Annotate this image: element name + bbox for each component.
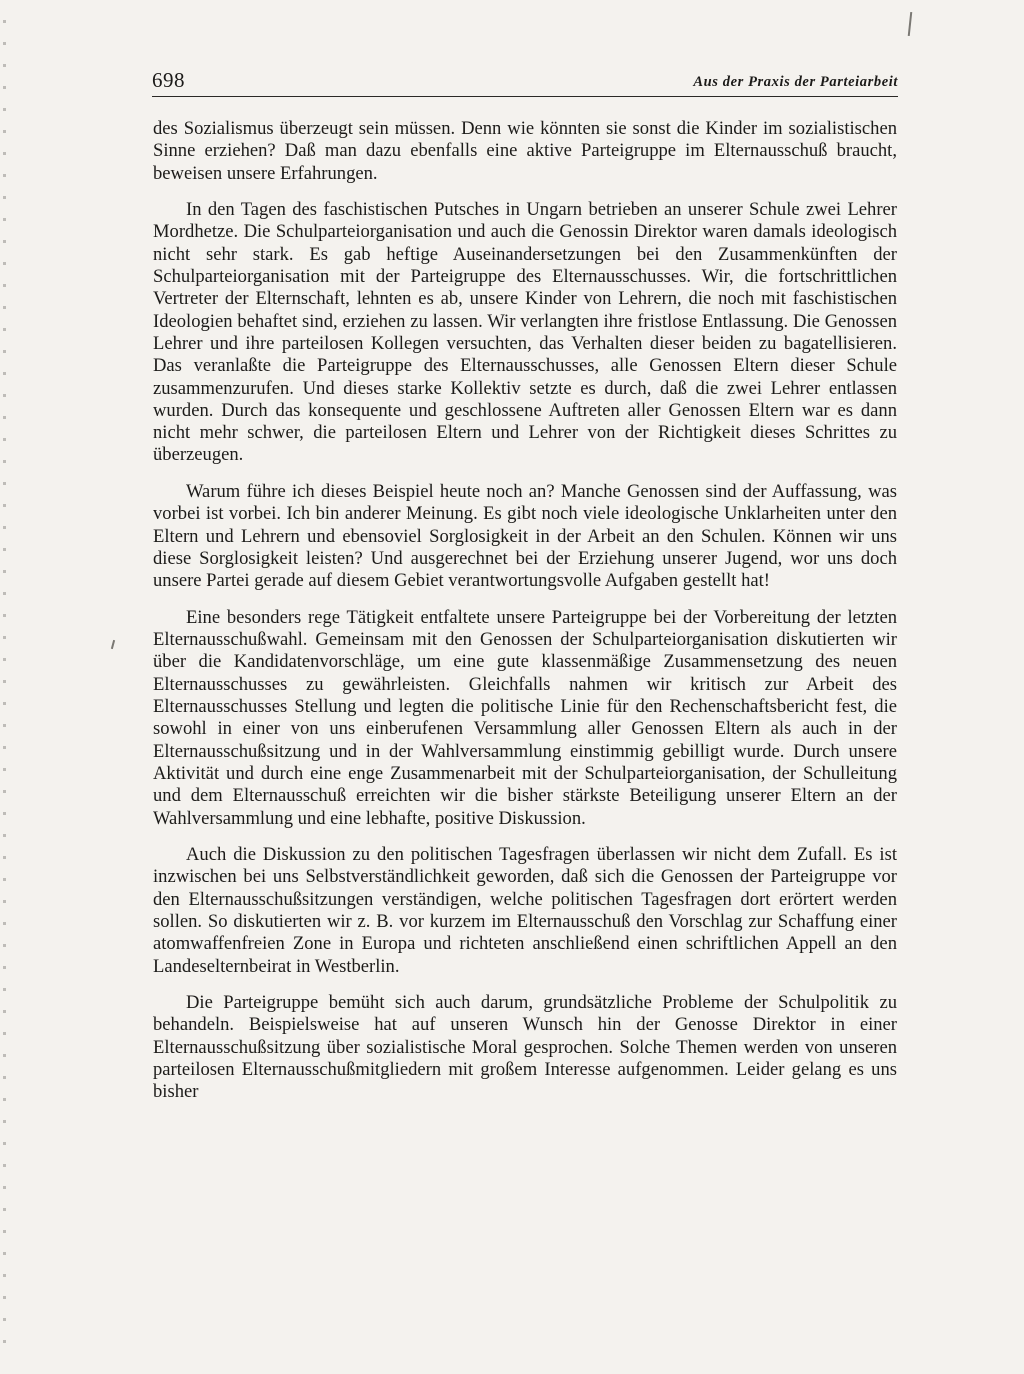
paragraph: Die Parteigruppe bemüht sich auch darum, grundsätzliche Probleme der Schulpolitik zu behandeln. Beispielsweise hat auf unseren Wunsch hin der Genosse Direktor in einer Elternausschußsitzung über sozialistische Moral gesprochen. Solche Themen werden von unseren parteilosen Elternausschußmitgliedern mit großem Interesse aufgenommen. Leider gelang es uns bisher [153, 992, 897, 1103]
page-number: 698 [152, 68, 185, 92]
paragraph: Eine besonders rege Tätigkeit entfaltete unsere Parteigruppe bei der Vorbereitung der letzten Elternausschußwahl. Gemeinsam mit den Genossen der Schulparteiorganisation diskutierten wir über die Kandidatenvorschläge, um eine gute klassenmäßige Zusammensetzung des neuen Elternausschusses zu gewährleisten. Gleichfalls nahmen wir kritisch zur Arbeit des Elternausschusses Stellung und legten die politische Linie für den Rechenschaftsbericht fest, die sowohl in einer von uns einberufenen Versammlung aller Genossen Eltern als auch in der Elternausschußsitzung und in der Wahlversammlung einstimmig gebilligt wurde. Durch unsere Aktivität und durch eine enge Zusammenarbeit mit der Schulparteiorganisation, der Schulleitung und dem Elternausschuß erreichten wir die bisher stärkste Beteiligung unserer Eltern an der Wahlversammlung und eine lebhafte, positive Diskussion. [153, 606, 897, 829]
running-title: Aus der Praxis der Parteiarbeit [693, 74, 898, 90]
page-header [152, 66, 898, 97]
margin-pencil-mark [111, 640, 115, 649]
paragraph: des Sozialismus überzeugt sein müssen. Denn wie könnten sie sonst die Kinder im sozialistischen Sinne erziehen? Daß man dazu ebenfalls eine aktive Parteigruppe im Elternausschuß braucht, beweisen unsere Erfahrungen. [153, 118, 897, 184]
paragraph: Warum führe ich dieses Beispiel heute noch an? Manche Genossen sind der Auffassung, was vorbei ist vorbei. Ich bin anderer Meinung. Es gibt noch viele ideologische Unklarheiten unter den Eltern und Lehrern und ebensoviel Sorglosigkeit in der Arbeit an den Schulen. Können wir uns diese Sorglosigkeit leisten? Und ausgerechnet bei der Erziehung unserer Jugend, wor uns doch unsere Partei gerade auf diesem Gebiet verantwortungsvolle Aufgaben gestellt hat! [153, 481, 897, 592]
paragraph: Auch die Diskussion zu den politischen Tagesfragen überlassen wir nicht dem Zufall. Es ist inzwischen bei uns Selbstverständlichkeit geworden, daß sich die Genossen der Parteigruppe vor den Elternausschußsitzungen verständigen, welche politischen Tagesfragen dort erörtert werden sollen. So diskutierten wir z. B. vor kurzem im Elternausschuß den Vorschlag zur Schaffung einer atomwaffenfreien Zone in Europa und richteten anschließend einen schriftlichen Appell an den Landeselternbeirat in Westberlin. [153, 844, 897, 977]
scan-tick-mark [908, 12, 912, 36]
body-text [153, 118, 897, 1118]
paragraph: In den Tagen des faschistischen Putsches in Ungarn betrieben an unserer Schule zwei Lehrer Mordhetze. Die Schulparteiorganisation und auch die Genossin Direktor waren damals ideologisch nicht sehr stark. Es gab heftige Auseinandersetzungen bei den Zusammenkünften der Schulparteiorganisation mit der Parteigruppe des Elternausschusses. Wir, die fortschrittlichen Vertreter der Elternschaft, lehnten es ab, unsere Kinder von Lehrern, die noch mit faschistischen Ideologien behaftet sind, erziehen zu lassen. Wir verlangten ihre fristlose Entlassung. Die Genossen Lehrer und ihre parteilosen Kollegen versuchten, das Verhalten dieser beiden zu bagatellisieren. Das veranlaßte die Parteigruppe des Elternausschusses, alle Genossen Eltern dieser Schule zusammenzurufen. Und dieses starke Kollektiv setzte es durch, daß die zwei Lehrer entlassen wurden. Durch das konsequente und geschlossene Auftreten aller Genossen Eltern war es dann nicht mehr schwer, die parteilosen Eltern und Lehrer von der Richtigkeit dieses Schrittes zu überzeugen. [153, 199, 897, 466]
scan-edge-marks [3, 20, 6, 1350]
